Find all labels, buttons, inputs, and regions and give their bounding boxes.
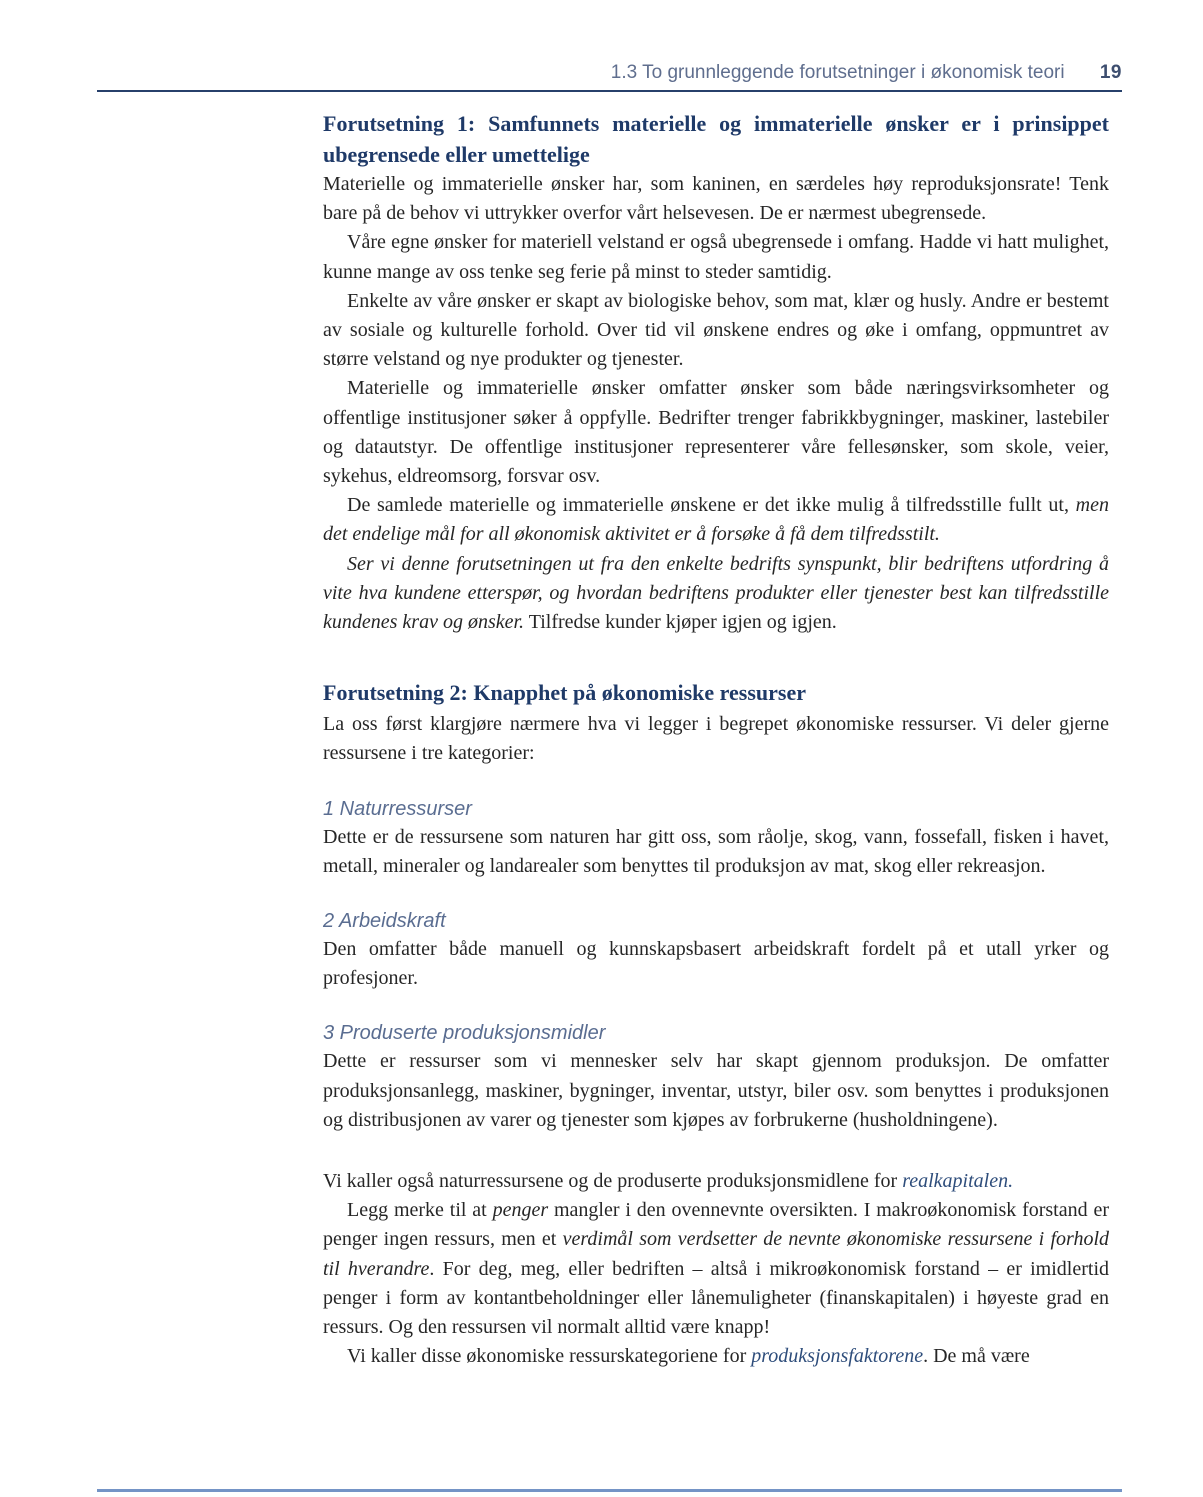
- page-number: 19: [1099, 62, 1122, 83]
- text-run: penger: [492, 1199, 549, 1222]
- paragraph: [323, 228, 1109, 286]
- key-term: produksjonsfaktorene: [751, 1345, 924, 1368]
- text-run: Dette er de ressursene som naturen har gitt oss, som råolje, skog, vann, fossefall, fisken i havet, metall, mineraler og landarealer som benyttes til produksjon av mat, skog eller rekreasjon.: [323, 825, 1109, 877]
- text-run: Legg merke til at: [347, 1199, 493, 1222]
- text-run: Enkelte av våre ønsker er skapt av biologiske behov, som mat, klær og husly. Andre er bestemt av sosiale og kulturelle forhold. Over tid vil ønskene endres og øke i omfang, oppmuntret av større velstand og nye produkter og tjenester.: [323, 289, 1109, 371]
- text-run: Tilfredse kunder kjøper igjen og igjen.: [524, 611, 837, 634]
- key-term: realkapitalen.: [902, 1170, 1014, 1193]
- paragraph: [323, 287, 1109, 375]
- text-run: Våre egne ønsker for materiell velstand er også ubegrensede i omfang. Hadde vi hatt mulighet, kunne mange av oss tenke seg ferie på minst to steder samtidig.: [323, 231, 1109, 283]
- header-rule: [97, 90, 1122, 92]
- paragraph: [323, 710, 1109, 768]
- text-run: De samlede materielle og immaterielle ønskene er det ikke mulig å tilfredsstille fullt ut,: [347, 494, 1076, 517]
- text-run: Den omfatter både manuell og kunnskapsbasert arbeidskraft fordelt på et utall yrker og profesjoner.: [323, 938, 1109, 990]
- text-run: verdimål som verdsetter de nevnte økonomiske ressursene i forhold til hverandre: [323, 1228, 1110, 1280]
- text-run: Ser vi denne forutsetningen ut fra den enkelte bedrifts synspunkt, blir bedriftens utfordring å vite hva kundene etterspør, og hvordan bedriftens produkter eller tjenester best kan tilfredsstille kundenes krav og ønsker.: [323, 552, 1109, 634]
- text-run: men det endelige mål for all økonomisk aktivitet er å forsøke å få dem tilfredsstilt.: [323, 494, 1109, 546]
- text-run: . For deg, meg, eller bedriften – altså i mikroøkonomisk forstand – er imidlertid penger i form av kontantbeholdninger eller lånemuligheter (finanskapitalen) i høyeste grad en ressurs. Og den ressursen vil normalt alltid være knapp!: [323, 1257, 1109, 1339]
- text-run: Vi kaller disse økonomiske ressurskategoriene for: [347, 1345, 752, 1368]
- text-run: Dette er ressurser som vi mennesker selv har skapt gjennom produksjon. De omfatter produksjonsanlegg, maskiner, bygninger, inventar, utstyr, biler osv. som benyttes i produksjonen og distribusjonen av varer og tjenester som kjøpes av forbrukerne (husholdningene).: [323, 1050, 1109, 1131]
- text-run: . De må være: [923, 1345, 1030, 1368]
- paragraph: [323, 1196, 1109, 1342]
- category3-title: 3 Produserte produksjonsmidler: [323, 1022, 606, 1045]
- footer-rule: [97, 1489, 1122, 1492]
- text-run: Materielle og immaterielle ønsker omfatter ønsker som både næringsvirksomheter og offentlige institusjoner søker å oppfylle. Bedrifter trenger fabrikkbygninger, maskiner, lastebiler og datautstyr. De offentlige institusjoner representerer våre fellesønsker, som skole, veier, sykehus, eldreomsorg, forsvar osv.: [323, 377, 1109, 488]
- paragraph: [323, 1167, 1109, 1196]
- text-run: La oss først klargjøre nærmere hva vi legger i begrepet økonomiske ressurser. Vi deler gjerne ressursene i tre kategorier:: [323, 713, 1109, 765]
- section1-heading: Forutsetning 1: Samfunnets materielle og immaterielle ønsker er i prinsippet ubegrensede eller umettelige: [323, 111, 1109, 167]
- running-header-title: 1.3 To grunnleggende forutsetninger i økonomisk teori: [610, 62, 1065, 83]
- category2-title: 2 Arbeidskraft: [323, 910, 446, 933]
- paragraph: [323, 1342, 1109, 1371]
- paragraph: [323, 1047, 1109, 1135]
- paragraph: [323, 374, 1109, 491]
- paragraph: [323, 550, 1109, 638]
- category1-title: 1 Naturressurser: [323, 797, 472, 820]
- text-run: Materielle og immaterielle ønsker har, som kaninen, en særdeles høy reproduksjonsrate! Tenk bare på de behov vi uttrykker overfor vårt helsevesen. De er nærmest ubegrensede.: [323, 173, 1109, 225]
- paragraph: [323, 823, 1109, 881]
- paragraph: [323, 935, 1109, 993]
- text-run: Vi kaller også naturressursene og de produserte produksjonsmidlene for: [323, 1170, 903, 1193]
- text-run: mangler i den ovennevnte oversikten. I makroøkonomisk forstand er penger ingen ressurs, men et: [323, 1199, 1110, 1251]
- section2-heading: Forutsetning 2: Knapphet på økonomiske ressurser: [323, 680, 807, 706]
- paragraph: [323, 491, 1109, 549]
- paragraph: [323, 170, 1109, 228]
- running-header: [97, 62, 1122, 84]
- page-content: [323, 108, 1109, 1372]
